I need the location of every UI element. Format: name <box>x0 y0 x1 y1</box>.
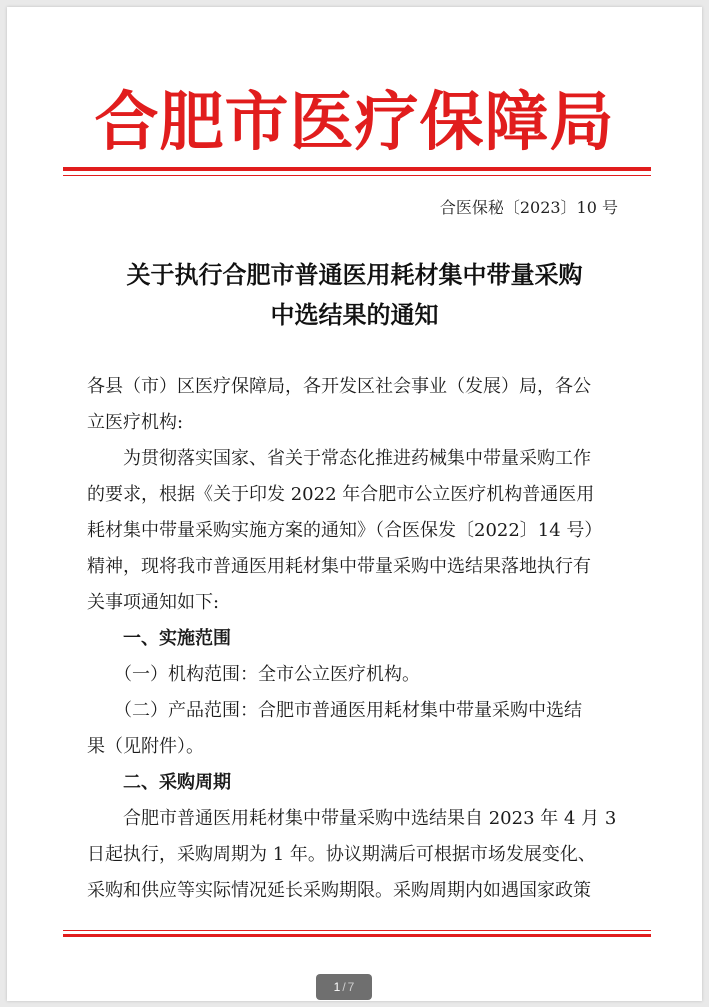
notice-title-line-2: 中选结果的通知 <box>270 300 439 329</box>
body-line: 果（见附件）。 <box>87 736 204 757</box>
body-line: 的要求，根据《关于印发 2022 年合肥市公立医疗机构普通医用 <box>87 484 595 505</box>
body-line: （一）机构范围：全市公立医疗机构。 <box>87 664 420 685</box>
footer-red-rule <box>63 934 651 937</box>
document-number: 合医保秘〔2023〕10 号 <box>439 198 618 217</box>
body-line: 采购和供应等实际情况延长采购期限。采购周期内如遇国家政策 <box>87 880 591 901</box>
document-page <box>7 7 702 1001</box>
body-line: 精神，现将我市普通医用耗材集中带量采购中选结果落地执行有 <box>87 556 591 577</box>
body-line: 为贯彻落实国家、省关于常态化推进药械集中带量采购工作 <box>87 448 591 469</box>
body-line: 日起执行，采购周期为 1 年。协议期满后可根据市场发展变化、 <box>87 844 596 865</box>
notice-title <box>7 255 702 335</box>
total-pages-number: 7 <box>347 980 355 994</box>
section-heading: 二、采购周期 <box>87 772 231 793</box>
current-page-number: 1 <box>333 980 341 994</box>
body-line: （二）产品范围：合肥市普通医用耗材集中带量采购中选结 <box>87 700 582 721</box>
body-line: 各县（市）区医疗保障局，各开发区社会事业（发展）局，各公 <box>87 376 591 397</box>
body-line: 关事项通知如下: <box>87 592 220 613</box>
agency-letterhead: 合肥市医疗保障局 <box>94 85 615 160</box>
letterhead-red-rule-thin <box>63 175 651 176</box>
body-line: 合肥市普通医用耗材集中带量采购中选结果自 2023 年 4 月 3 <box>87 808 617 829</box>
body-line: 耗材集中带量采购实施方案的通知》（合医保发〔2022〕14 号） <box>87 520 603 541</box>
page-indicator[interactable] <box>316 974 372 1000</box>
body-line: 立医疗机构: <box>87 412 184 433</box>
section-heading: 一、实施范围 <box>87 628 231 649</box>
letterhead-red-rule <box>63 167 651 171</box>
notice-title-line-1: 关于执行合肥市普通医用耗材集中带量采购 <box>126 260 583 289</box>
footer-red-rule-thin <box>63 930 651 931</box>
page-separator: / <box>342 980 346 994</box>
